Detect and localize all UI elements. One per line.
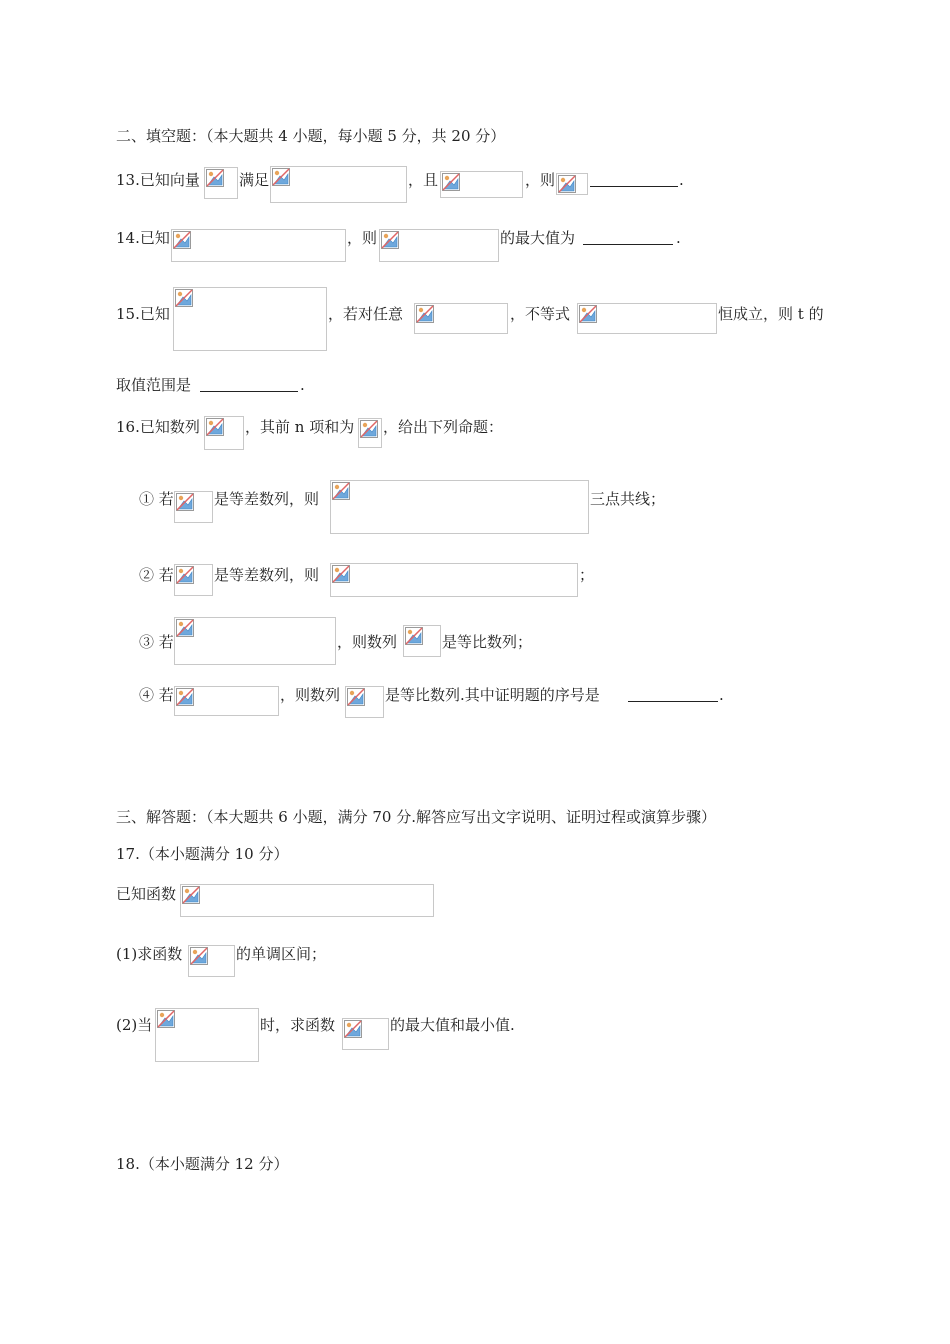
- formula-image: [379, 229, 499, 262]
- formula-image: [204, 167, 238, 199]
- q16-item-1: 三点共线；: [590, 490, 666, 508]
- broken-image-icon: [182, 886, 200, 904]
- formula-image: [171, 229, 346, 262]
- q17-text: 已知函数: [116, 885, 177, 903]
- formula-image: [180, 884, 434, 917]
- q16-item-2: ；: [579, 566, 595, 584]
- broken-image-icon: [272, 168, 290, 186]
- section-heading: 三、解答题：（本大题共 6 小题，满分 70 分.解答应写出文字说明、证明过程或演算步骤）: [116, 808, 716, 826]
- formula-image: [174, 564, 213, 596]
- formula-image: [358, 418, 382, 448]
- broken-image-icon: [416, 305, 434, 323]
- q16-item-2: ② 若: [139, 566, 174, 584]
- broken-image-icon: [558, 175, 576, 193]
- broken-image-icon: [360, 420, 378, 438]
- broken-image-icon: [344, 1020, 362, 1038]
- q16-text: 16.已知数列: [116, 418, 200, 436]
- section-heading: 二、填空题：（本大题共 4 小题，每小题 5 分，共 20 分）: [116, 127, 506, 145]
- broken-image-icon: [579, 305, 597, 323]
- q15-text: 恒成立，则 t 的: [718, 305, 824, 323]
- formula-image: [174, 617, 336, 665]
- broken-image-icon: [176, 493, 194, 511]
- formula-image: [173, 287, 327, 351]
- broken-image-icon: [175, 289, 193, 307]
- broken-image-icon: [206, 418, 224, 436]
- q17-part-2: 时，求函数: [260, 1016, 336, 1034]
- formula-image: [414, 303, 508, 334]
- q16-item-3: ③ 若: [139, 633, 174, 651]
- broken-image-icon: [405, 627, 423, 645]
- formula-image: [174, 491, 213, 523]
- q17-part-1: 的单调区间；: [236, 945, 327, 963]
- formula-image: [270, 166, 407, 203]
- broken-image-icon: [190, 947, 208, 965]
- q16-item-2: 是等差数列，则: [214, 566, 320, 584]
- q16-text: ，其前 n 项和为: [245, 418, 355, 436]
- q15-text: 取值范围是: [116, 376, 192, 394]
- q13-text: ，则: [525, 171, 556, 189]
- broken-image-icon: [381, 231, 399, 249]
- q17-part-2: (2)当: [116, 1016, 153, 1034]
- formula-image: [188, 945, 235, 977]
- q13-text: ，且: [408, 171, 439, 189]
- formula-image: [204, 416, 244, 450]
- q14-text: 的最大值为: [500, 229, 576, 247]
- q16-item-3: 是等比数列；: [442, 633, 533, 651]
- q14-text: ，则: [347, 229, 378, 247]
- broken-image-icon: [347, 688, 365, 706]
- answer-blank: [200, 375, 298, 392]
- q15-text: .: [300, 376, 305, 394]
- q17-title: 17.（本小题满分 10 分）: [116, 845, 289, 863]
- broken-image-icon: [157, 1010, 175, 1028]
- q16-item-1: ① 若: [139, 490, 174, 508]
- q16-item-3: ，则数列: [337, 633, 398, 651]
- q14-text: 14.已知: [116, 229, 170, 247]
- q17-part-1: (1)求函数: [116, 945, 183, 963]
- q16-item-4: .: [719, 686, 724, 704]
- formula-image: [330, 563, 578, 597]
- q18-title: 18.（本小题满分 12 分）: [116, 1155, 289, 1173]
- formula-image: [403, 625, 441, 657]
- formula-image: [345, 686, 384, 718]
- q16-item-4: ④ 若: [139, 686, 174, 704]
- broken-image-icon: [206, 169, 224, 187]
- q15-text: ，若对任意: [328, 305, 404, 323]
- q13-text: 满足: [239, 171, 270, 189]
- formula-image: [330, 480, 589, 534]
- answer-blank: [583, 228, 673, 245]
- formula-image: [577, 303, 717, 334]
- q15-text: 15.已知: [116, 305, 170, 323]
- formula-image: [556, 173, 588, 195]
- q16-item-1: 是等差数列，则: [214, 490, 320, 508]
- q13-text: .: [679, 171, 684, 189]
- formula-image: [155, 1008, 259, 1062]
- q16-item-4: ，则数列: [280, 686, 341, 704]
- q16-item-4: 是等比数列.其中证明题的序号是: [385, 686, 600, 704]
- q17-part-2: 的最大值和最小值.: [390, 1016, 515, 1034]
- broken-image-icon: [332, 482, 350, 500]
- q14-text: .: [676, 229, 681, 247]
- q16-text: ，给出下列命题：: [383, 418, 504, 436]
- q15-text: ，不等式: [510, 305, 571, 323]
- broken-image-icon: [176, 566, 194, 584]
- answer-blank: [590, 170, 678, 187]
- broken-image-icon: [176, 619, 194, 637]
- broken-image-icon: [173, 231, 191, 249]
- broken-image-icon: [442, 173, 460, 191]
- formula-image: [440, 171, 523, 198]
- q13-text: 13.已知向量: [116, 171, 200, 189]
- broken-image-icon: [176, 688, 194, 706]
- answer-blank: [628, 685, 718, 702]
- formula-image: [342, 1018, 389, 1050]
- broken-image-icon: [332, 565, 350, 583]
- formula-image: [174, 686, 279, 716]
